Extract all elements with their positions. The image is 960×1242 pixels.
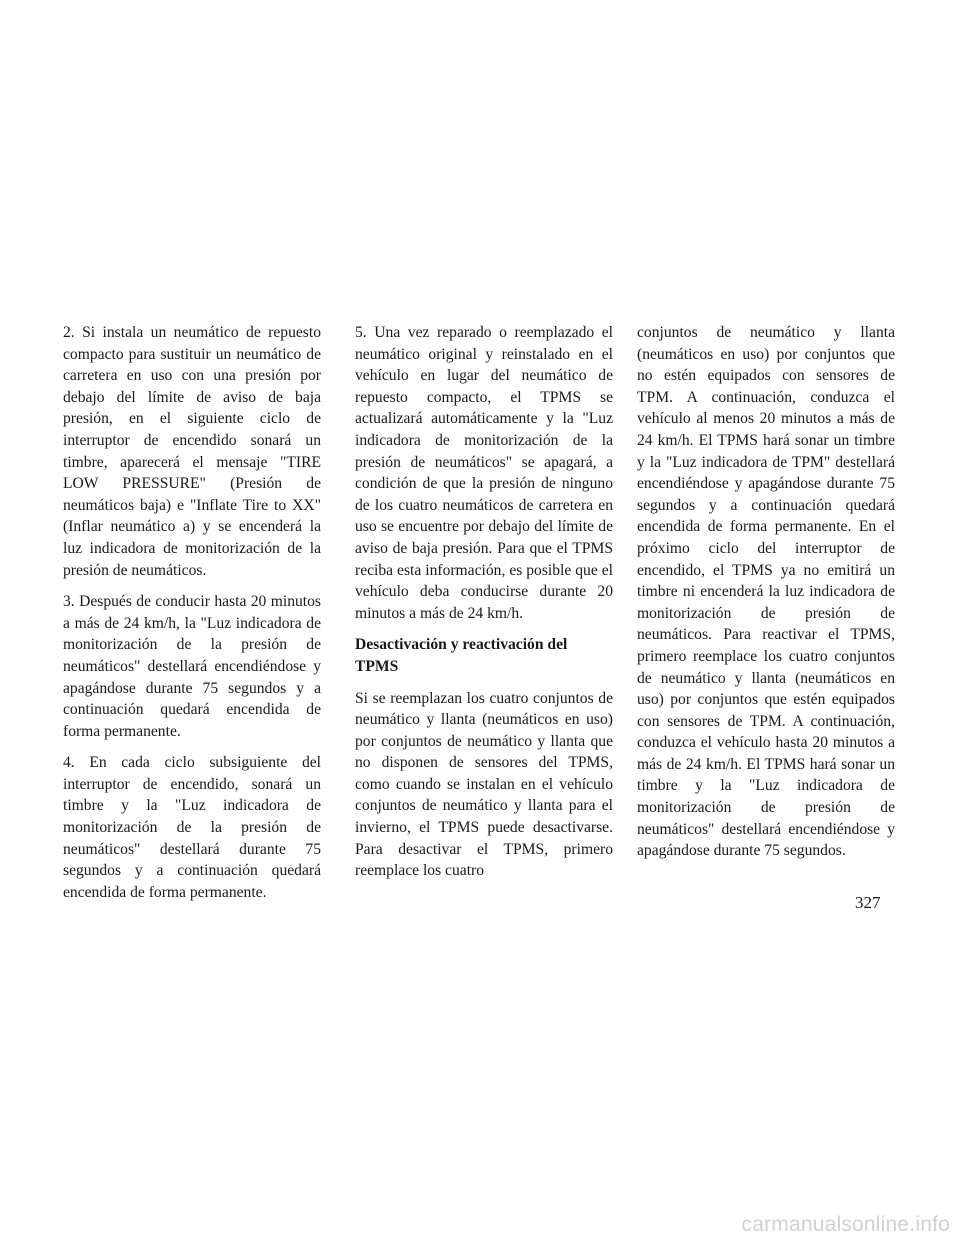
watermark: carmanualsonline.info — [741, 1213, 950, 1236]
text-column-2 — [355, 322, 613, 892]
page-number: 327 — [855, 893, 881, 912]
paragraph-step-2: 2. Si instala un neumático de repuesto compacto para sustituir un neumático de carretera en uso con una presión por debajo del límite de aviso de baja presión, en el siguiente ciclo de interruptor de encendido sonará un timbre, aparecerá el mensaje "TIRE LOW PRESSURE" (Presión de neumáticos baja) e "Inflate Tire to XX" (Inflar neumático a) y se encenderá la luz indicadora de monitorización de la presión de neumáticos. — [63, 324, 321, 579]
paragraph-deactivation-continued: conjuntos de neumático y llanta (neumáticos en uso) por conjuntos que no estén equipados con sensores de TPM. A continuación, conduzca el vehículo al menos 20 minutos a más de 24 km/h. El TPMS hará sonar un timbre y la "Luz indicadora de TPM" destellará encendiéndose y apagándose durante 75 segundos y a continuación quedará encendida de forma permanente. En el próximo ciclo del interruptor de encendido, el TPMS ya no emitirá un timbre ni encenderá la luz indicadora de monitorización de presión de neumáticos. Para reactivar el TPMS, primero reemplace los cuatro conjuntos de neumático y llanta (neumáticos en uso) por conjuntos que estén equipados con sensores de TPM. A continuación, conduzca el vehículo hasta 20 minutos a más de 24 km/h. El TPMS hará sonar un timbre y la "Luz indicadora de monitorización de presión de neumáticos" destellará encendiéndose y apagándose durante 75 segundos. — [637, 324, 895, 860]
paragraph-step-3: 3. Después de conducir hasta 20 minutos a más de 24 km/h, la "Luz indicadora de monitorización de la presión de neumáticos" destellará encendiéndose y apagándose durante 75 segundos y a continuación quedará encendida de forma permanente. — [63, 593, 321, 740]
text-column-1 — [63, 322, 321, 913]
section-heading: Desactivación y reactivación del TPMS — [355, 636, 568, 675]
paragraph-step-4: 4. En cada ciclo subsiguiente del interruptor de encendido, sonará un timbre y la "Luz indicadora de monitorización de la presión de neumáticos" destellará durante 75 segundos y a continuación quedará encendida de forma permanente. — [63, 754, 321, 901]
paragraph-deactivation-intro: Si se reemplazan los cuatro conjuntos de neumático y llanta (neumáticos en uso) por conjuntos de neumático y llanta que no disponen de sensores del TPMS, como cuando se instalan en el vehículo conjuntos de neumático y llanta para el invierno, el TPMS puede desactivarse. Para desactivar el TPMS, primero reemplace los cuatro — [355, 689, 613, 880]
text-column-3 — [637, 322, 895, 872]
paragraph-step-5: 5. Una vez reparado o reemplazado el neumático original y reinstalado en el vehículo en lugar del neumático de repuesto compacto, el TPMS se actualizará automáticamente y la "Luz indicadora de monitorización de la presión de neumáticos" se apagará, a condición de que la presión de ninguno de los cuatro neumáticos de carretera en uso se encuentre por debajo del límite de aviso de baja presión. Para que el TPMS reciba esta información, es posible que el vehículo deba conducirse durante 20 minutos a más de 24 km/h. — [355, 324, 613, 622]
